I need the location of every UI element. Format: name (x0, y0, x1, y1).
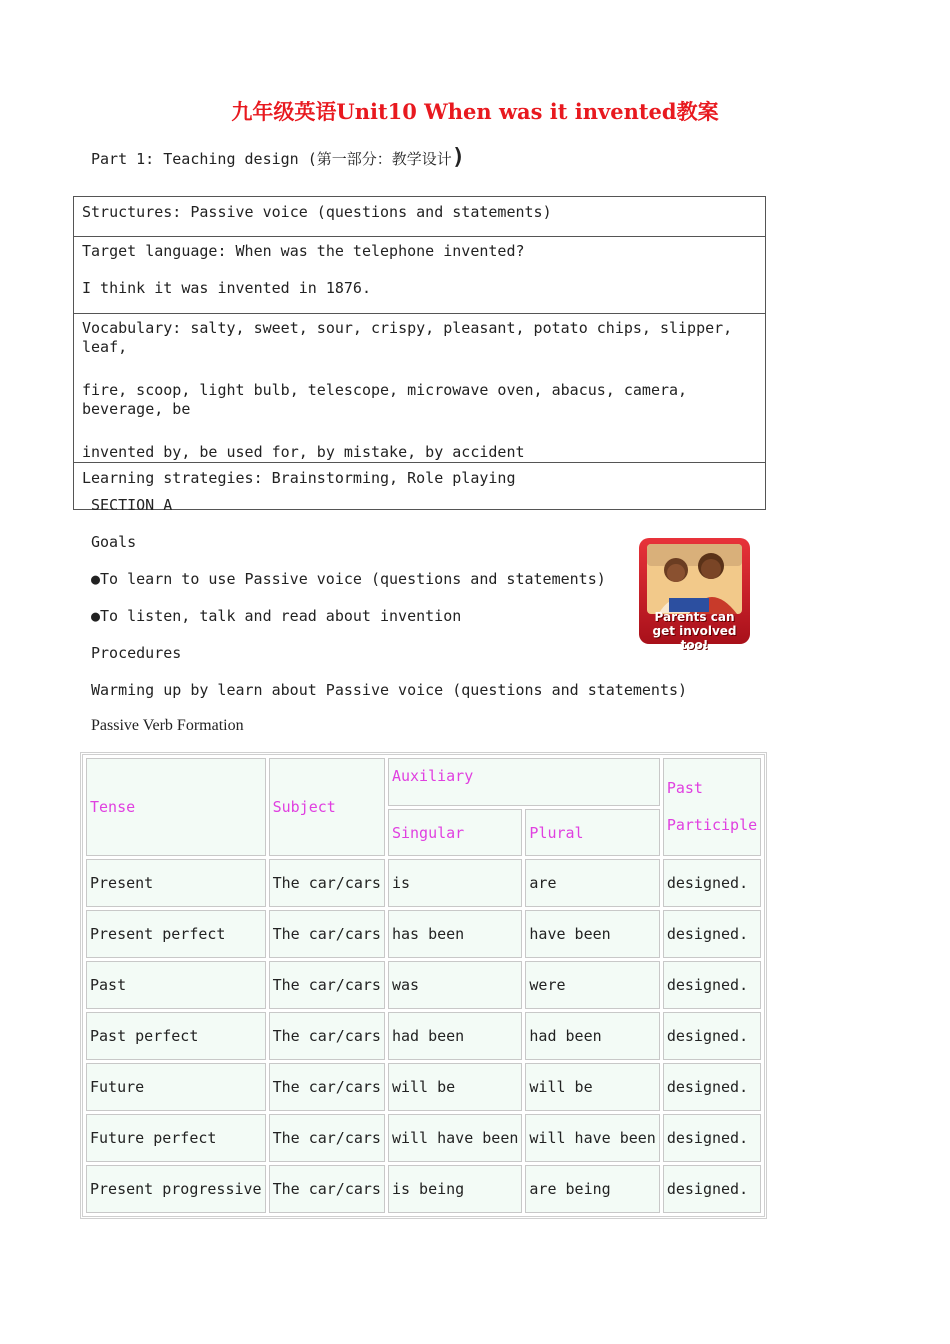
participle-cell: designed. (663, 1165, 761, 1213)
strategies-text: Learning strategies: Brainstorming, Role playing (82, 469, 516, 487)
plural-cell: were (525, 961, 659, 1009)
header-participle: Participle (666, 816, 758, 834)
header-subject: Subject (269, 758, 385, 856)
subject-cell: The car/cars (269, 1012, 385, 1060)
table-row (86, 961, 761, 1009)
subject-cell: The car/cars (269, 1114, 385, 1162)
image-caption-line-1: Parents can (654, 610, 735, 624)
tense-cell: Future (86, 1063, 266, 1111)
singular-cell: is being (388, 1165, 522, 1213)
tense-cell: Past perfect (86, 1012, 266, 1060)
target-line-1: Target language: When was the telephone invented? (82, 242, 525, 260)
tense-cell: Past (86, 961, 266, 1009)
warming-up-text: Warming up by learn about Passive voice (questions and statements) (91, 681, 688, 699)
table-row (86, 1063, 761, 1111)
tense-cell: Future perfect (86, 1114, 266, 1162)
tense-cell: Present progressive (86, 1165, 266, 1213)
vocab-line-1: Vocabulary: salty, sweet, sour, crispy, pleasant, potato chips, slipper, leaf, (82, 319, 733, 356)
plural-cell: will be (525, 1063, 659, 1111)
header-plural: Plural (525, 809, 659, 856)
tense-cell: Present perfect (86, 910, 266, 958)
vocab-line-2: fire, scoop, light bulb, telescope, microwave oven, abacus, camera, beverage, be (82, 381, 688, 418)
plural-cell: are being (525, 1165, 659, 1213)
participle-cell: designed. (663, 859, 761, 907)
singular-cell: will have been (388, 1114, 522, 1162)
plural-cell: had been (525, 1012, 659, 1060)
parents-involved-image (639, 538, 750, 652)
participle-cell: designed. (663, 1063, 761, 1111)
teaching-design-table (73, 196, 766, 510)
singular-cell: has been (388, 910, 522, 958)
plural-cell: have been (525, 910, 659, 958)
participle-cell: designed. (663, 910, 761, 958)
plural-cell: are (525, 859, 659, 907)
image-caption-line-2: get involved too! (652, 624, 737, 652)
singular-cell: is (388, 859, 522, 907)
singular-cell: will be (388, 1063, 522, 1111)
strategies-cell (74, 463, 766, 510)
header-singular: Singular (388, 809, 522, 856)
target-line-2: I think it was invented in 1876. (82, 279, 371, 297)
subject-cell: The car/cars (269, 859, 385, 907)
table-row (86, 910, 761, 958)
participle-cell: designed. (663, 1114, 761, 1162)
part1-heading (91, 145, 465, 170)
plural-cell: will have been (525, 1114, 659, 1162)
procedures-heading: Procedures (91, 644, 182, 662)
subject-cell: The car/cars (269, 910, 385, 958)
singular-cell: was (388, 961, 522, 1009)
goal-2: ●To listen, talk and read about invention (91, 607, 462, 625)
vocabulary-cell (74, 314, 766, 463)
header-auxiliary: Auxiliary (388, 758, 660, 806)
table-row (86, 1165, 761, 1213)
participle-cell: designed. (663, 961, 761, 1009)
part1-text: Part 1: Teaching design (第一部分：教学设计 (91, 150, 452, 168)
section-a-heading: SECTION A (91, 496, 173, 514)
header-tense: Tense (86, 758, 266, 856)
table-row (86, 1114, 761, 1162)
subject-cell: The car/cars (269, 1063, 385, 1111)
header-past-participle (663, 758, 761, 856)
passive-verb-table (80, 752, 767, 1219)
table-row (86, 859, 761, 907)
tense-cell: Present (86, 859, 266, 907)
subject-cell: The car/cars (269, 961, 385, 1009)
vocab-line-3: invented by, be used for, by mistake, by accident (82, 443, 525, 461)
document-title: 九年级英语Unit10 When was it invented教案 (231, 99, 719, 124)
goal-1: ●To learn to use Passive voice (questions and statements) (91, 570, 606, 588)
goals-heading: Goals (91, 533, 137, 551)
subject-cell: The car/cars (269, 1165, 385, 1213)
part1-paren: ) (451, 145, 466, 170)
header-past: Past (666, 779, 703, 797)
structures-text: Structures: Passive voice (questions and statements) (82, 203, 552, 221)
structures-cell (74, 197, 766, 237)
verb-table-title: Passive Verb Formation (91, 717, 244, 734)
target-language-cell (74, 237, 766, 314)
participle-cell: designed. (663, 1012, 761, 1060)
table-row (86, 1012, 761, 1060)
singular-cell: had been (388, 1012, 522, 1060)
